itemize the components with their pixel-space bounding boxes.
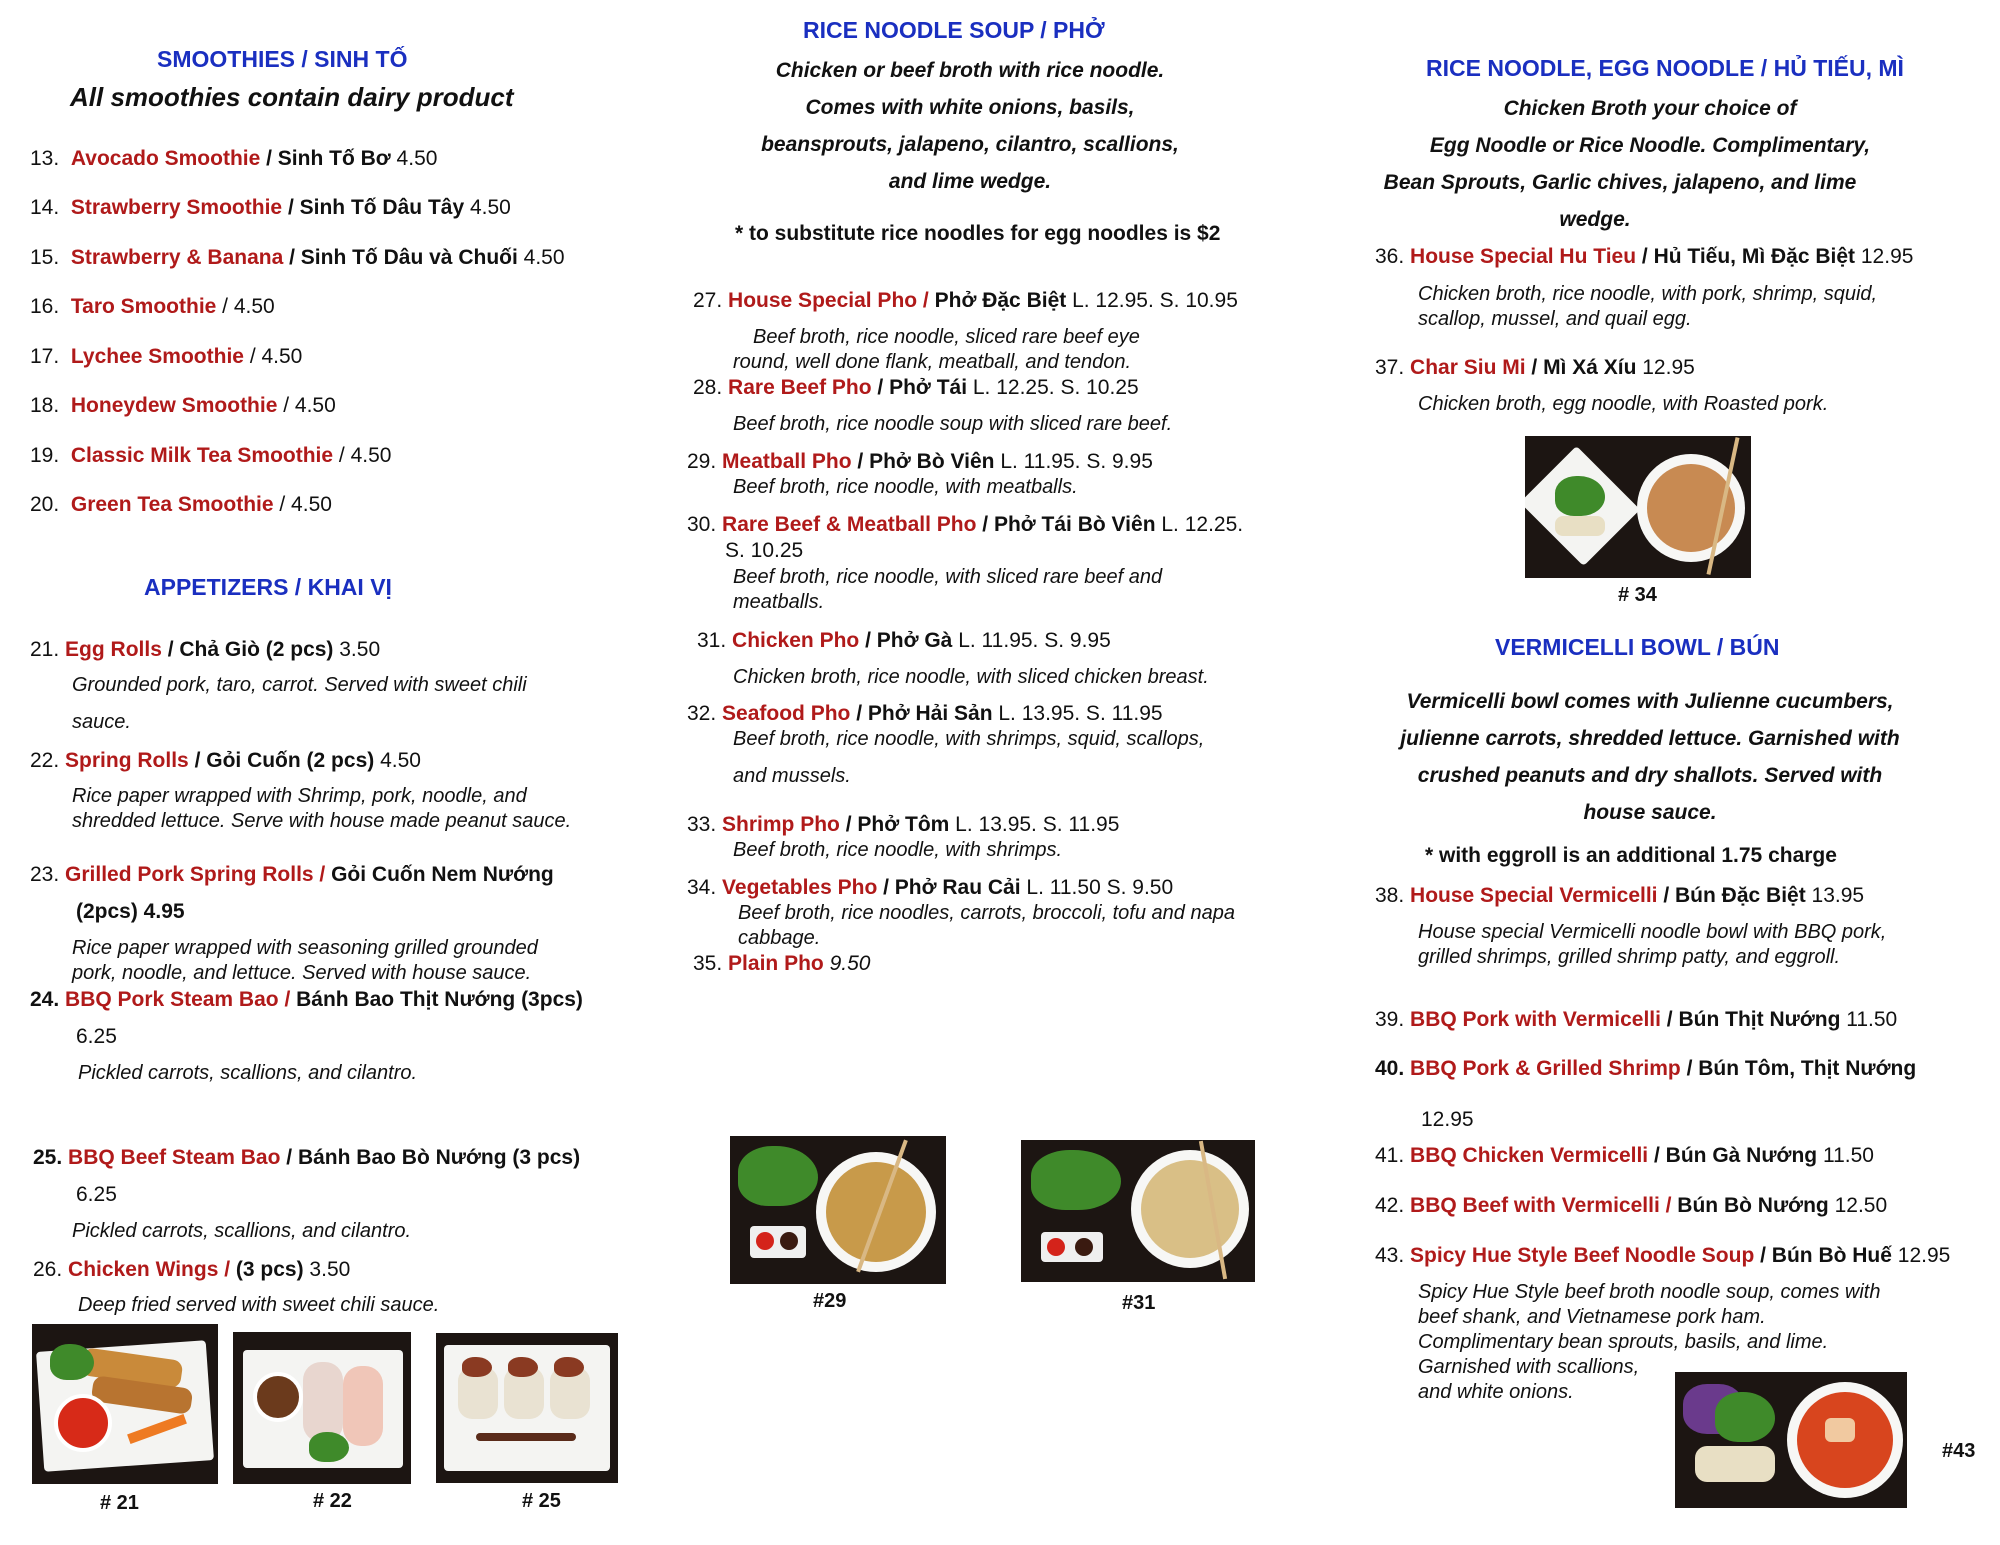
appetizers-title: APPETIZERS / KHAI VỊ — [144, 574, 392, 600]
menu-item-40: 40. BBQ Pork & Grilled Shrimp / Bún Tôm, Thịt Nướng — [1375, 1057, 1917, 1080]
bun-bo-hue-photo — [1675, 1372, 1907, 1508]
menu-item-38-desc: House special Vermicelli noodle bowl with BBQ pork, grilled shrimps, grilled shrimp patty, and eggroll. — [1418, 921, 1887, 968]
menu-item-38: 38. House Special Vermicelli / Bún Đặc Biệt 13.95 — [1375, 884, 1865, 907]
menu-item-23: 23. Grilled Pork Spring Rolls / Gỏi Cuốn Nem Nướng — [30, 863, 554, 886]
pho-note: Chicken or beef broth with rice noodle. Comes with white onions, basils, beansprouts, jalapeno, cilantro, scallions, and lime wedge. — [761, 59, 1179, 193]
hutieu-title: RICE NOODLE, EGG NOODLE / HỦ TIẾU, MÌ — [1426, 55, 1904, 81]
menu-item-24-price: 6.25 — [76, 1025, 117, 1048]
menu-item-29: 29. Meatball Pho / Phở Bò Viên L. 11.95. S. 9.95 — [687, 450, 1153, 473]
menu-item-17: 17. Lychee Smoothie / 4.50 — [30, 345, 303, 368]
menu-item-37-desc: Chicken broth, egg noodle, with Roasted pork. — [1418, 393, 1829, 415]
photo-caption-21: # 21 — [100, 1492, 139, 1514]
pho-substitute-note: * to substitute rice noodles for egg noodles is $2 — [735, 222, 1221, 245]
spring-rolls-photo — [233, 1332, 411, 1484]
menu-item-32: 32. Seafood Pho / Phở Hải Sản L. 13.95. S. 11.95 — [687, 702, 1163, 725]
menu-item-30: 30. Rare Beef & Meatball Pho / Phở Tái Bò Viên L. 12.25. — [687, 513, 1244, 536]
menu-item-14: 14. Strawberry Smoothie / Sinh Tố Dâu Tây 4.50 — [30, 196, 511, 219]
menu-item-39: 39. BBQ Pork with Vermicelli / Bún Thịt Nướng 11.50 — [1375, 1008, 1898, 1031]
menu-item-20: 20. Green Tea Smoothie / 4.50 — [30, 493, 332, 516]
photo-caption-22: # 22 — [313, 1490, 352, 1512]
egg-rolls-photo — [32, 1324, 218, 1484]
menu-item-28-desc: Beef broth, rice noodle soup with sliced rare beef. — [733, 413, 1173, 435]
smoothies-title: SMOOTHIES / SINH TỐ — [157, 46, 408, 72]
menu-item-27: 27. House Special Pho / Phở Đặc Biệt L. 12.95. S. 10.95 — [693, 289, 1238, 312]
pho-title: RICE NOODLE SOUP / PHỞ — [803, 17, 1105, 43]
hu-tieu-photo — [1525, 436, 1751, 578]
menu-item-33: 33. Shrimp Pho / Phở Tôm L. 13.95. S. 11.95 — [687, 813, 1120, 836]
menu-item-40-price: 12.95 — [1421, 1108, 1474, 1131]
menu-item-34-desc: Beef broth, rice noodles, carrots, broccoli, tofu and napa cabbage. — [738, 902, 1235, 949]
menu-item-25-price: 6.25 — [76, 1183, 117, 1206]
steam-bao-photo — [436, 1333, 618, 1483]
menu-item-34: 34. Vegetables Pho / Phở Rau Cải L. 11.50 S. 9.50 — [687, 876, 1174, 899]
menu-item-16: 16. Taro Smoothie / 4.50 — [30, 295, 275, 318]
menu-item-41: 41. BBQ Chicken Vermicelli / Bún Gà Nướng 11.50 — [1375, 1144, 1874, 1167]
menu-item-21-desc: Grounded pork, taro, carrot. Served with sweet chili sauce. — [72, 674, 527, 733]
menu-item-32-desc: Beef broth, rice noodle, with shrimps, squid, scallops, and mussels. — [733, 728, 1205, 787]
menu-item-31: 31. Chicken Pho / Phở Gà L. 11.95. S. 9.95 — [697, 629, 1111, 652]
bun-title: VERMICELLI BOWL / BÚN — [1495, 634, 1780, 660]
menu-item-35: 35. Plain Pho 9.50 — [693, 952, 871, 975]
menu-item-42: 42. BBQ Beef with Vermicelli / Bún Bò Nướng 12.50 — [1375, 1194, 1888, 1217]
menu-item-13: 13. Avocado Smoothie / Sinh Tố Bơ 4.50 — [30, 147, 438, 170]
photo-caption-34: # 34 — [1618, 584, 1657, 606]
menu-item-36-desc: Chicken broth, rice noodle, with pork, shrimp, squid, scallop, mussel, and quail egg. — [1418, 283, 1878, 330]
bun-note: Vermicelli bowl comes with Julienne cucumbers, julienne carrots, shredded lettuce. Garnished with crushed peanuts and dry shallots. Served with house sauce. — [1400, 690, 1900, 824]
photo-caption-29: #29 — [813, 1290, 847, 1312]
photo-caption-31: #31 — [1122, 1292, 1156, 1314]
menu-item-30-price-small: S. 10.25 — [725, 539, 804, 562]
menu-item-21: 21. Egg Rolls / Chả Giò (2 pcs) 3.50 — [30, 638, 381, 661]
photo-caption-25: # 25 — [522, 1490, 561, 1512]
menu-item-25: 25. BBQ Beef Steam Bao / Bánh Bao Bò Nướng (3 pcs) — [33, 1146, 581, 1169]
menu-item-24: 24. BBQ Pork Steam Bao / Bánh Bao Thịt Nướng (3pcs) — [30, 988, 583, 1011]
menu-item-15: 15. Strawberry & Banana / Sinh Tố Dâu và Chuối 4.50 — [30, 246, 565, 269]
meatball-pho-photo — [730, 1136, 946, 1284]
menu-item-24-desc: Pickled carrots, scallions, and cilantro. — [78, 1062, 418, 1084]
photo-caption-43: #43 — [1942, 1440, 1976, 1462]
menu-item-23-desc: Rice paper wrapped with seasoning grilled grounded pork, noodle, and lettuce. Served with house sauce. — [72, 937, 538, 984]
menu-item-30-desc: Beef broth, rice noodle, with sliced rare beef and meatballs. — [733, 566, 1163, 613]
menu-item-28: 28. Rare Beef Pho / Phở Tái L. 12.25. S. 10.25 — [693, 376, 1139, 399]
menu-item-22-desc: Rice paper wrapped with Shrimp, pork, noodle, and shredded lettuce. Serve with house made peanut sauce. — [72, 785, 572, 832]
hutieu-note: Chicken Broth your choice of Egg Noodle or Rice Noodle. Complimentary, Bean Sprouts, Garlic chives, jalapeno, and lime wedge. — [1383, 97, 1871, 231]
menu-item-18: 18. Honeydew Smoothie / 4.50 — [30, 394, 336, 417]
menu-item-26: 26. Chicken Wings / (3 pcs) 3.50 — [33, 1258, 351, 1281]
menu-item-43-desc: Spicy Hue Style beef broth noodle soup, comes with beef shank, and Vietnamese pork ham. Complimentary bean sprouts, basils, and lime. Garnished with scallions, and white onions. — [1418, 1281, 1881, 1403]
menu-item-26-desc: Deep fried served with sweet chili sauce. — [78, 1294, 440, 1316]
menu-item-31-desc: Chicken broth, rice noodle, with sliced chicken breast. — [733, 666, 1209, 688]
menu-item-22: 22. Spring Rolls / Gỏi Cuốn (2 pcs) 4.50 — [30, 749, 421, 772]
menu-item-29-desc: Beef broth, rice noodle, with meatballs. — [733, 476, 1078, 498]
menu-item-19: 19. Classic Milk Tea Smoothie / 4.50 — [30, 444, 392, 467]
eggroll-charge-note: * with eggroll is an additional 1.75 charge — [1425, 844, 1837, 867]
menu-item-33-desc: Beef broth, rice noodle, with shrimps. — [733, 839, 1063, 861]
smoothies-note: All smoothies contain dairy product — [70, 82, 514, 112]
menu-item-37: 37. Char Siu Mi / Mì Xá Xíu 12.95 — [1375, 356, 1695, 379]
menu-item-27-desc: Beef broth, rice noodle, sliced rare beef eye round, well done flank, meatball, and tendon. — [733, 326, 1140, 373]
menu-item-25-desc: Pickled carrots, scallions, and cilantro. — [72, 1220, 412, 1242]
menu-item-43: 43. Spicy Hue Style Beef Noodle Soup / Bún Bò Huế 12.95 — [1375, 1244, 1951, 1267]
menu-item-23-price: (2pcs) 4.95 — [76, 900, 185, 923]
menu-item-36: 36. House Special Hu Tieu / Hủ Tiếu, Mì Đặc Biệt 12.95 — [1375, 245, 1914, 268]
chicken-pho-photo — [1021, 1140, 1255, 1282]
